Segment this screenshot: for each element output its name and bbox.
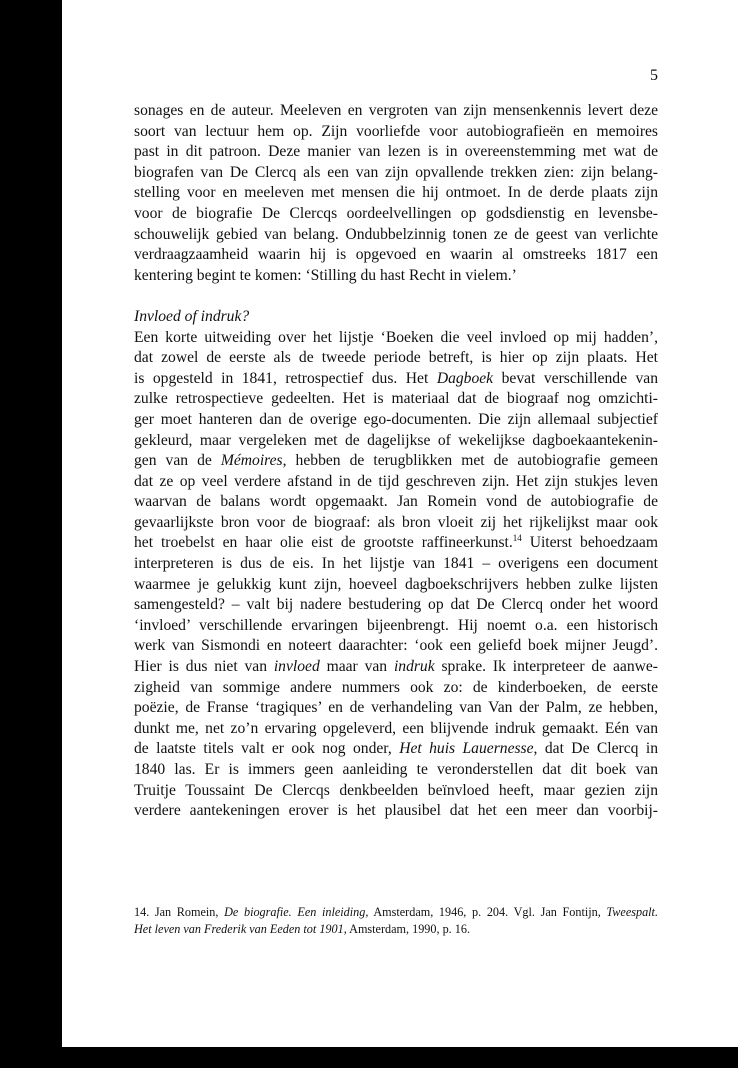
text-line: Een korte uitweiding over het lijstje ‘Boeken die veel invloed op mij hadden’,	[134, 328, 658, 346]
text-line: ger moet hanteren dan de overige ego-documenten. Die zijn allemaal subjectief	[134, 410, 658, 428]
text-line: past in dit patroon. Deze manier van lezen is in overeenstemming met wat de	[134, 143, 658, 161]
text-line: stelling voor en meeleven met mensen die hij ontmoet. In de derde plaats zijn	[134, 184, 658, 202]
footnote-line: Het leven van Frederik van Eeden tot 1901, Amsterdam, 1990, p. 16.	[134, 922, 470, 936]
text-line: waarvan de balans wordt opgemaakt. Jan Romein vond de autobiografie de	[134, 493, 658, 511]
text-line: Hier is dus niet van invloed maar van indruk sprake. Ik interpreteer de aanwe-	[134, 658, 658, 676]
footnote-ref: 14	[512, 533, 522, 544]
italic-word: indruk	[393, 658, 435, 676]
text-line: dat zowel de eerste als de tweede periode betreft, is hier op zijn plaats. Het	[134, 349, 658, 367]
text-line: zigheid van sommige andere nummers ook zo: de kinderboeken, de eerste	[134, 678, 658, 696]
body-text	[134, 101, 658, 822]
italic-word: invloed	[273, 658, 320, 676]
text-line: sonages en de auteur. Meeleven en vergroten van zijn mensenkennis levert deze	[134, 102, 658, 119]
text-line: ‘invloed’ verschillende ervaringen bijeenbrengt. Hij noemt o.a. een historisch	[134, 616, 658, 634]
text-line: gevaarlijkste bron voor de biograaf: als bron vloeit zij het rijkelijkst maar ook	[134, 513, 658, 531]
text-line: samengesteld? – valt bij nadere bestudering op dat De Clercq onder het woord	[134, 596, 658, 614]
text-line: Truitje Toussaint De Clercqs denkbeelden beïnvloed heeft, maar gezien zijn	[134, 781, 658, 799]
text-line: kentering begint te komen: ‘Stilling du hast Recht in vielem.’	[134, 266, 517, 284]
text-line: gekleurd, maar vergeleken met de dagelijkse of wekelijkse dagboekaantekenin-	[134, 431, 658, 449]
text-line: poëzie, de Franse ‘tragiques’ en de verhandeling van Van der Palm, ze hebben,	[134, 699, 658, 717]
section-heading: Invloed of indruk?	[134, 307, 250, 325]
text-line: waarmee je gelukkig kunt zijn, hoeveel dagboekschrijvers hebben zulke lijsten	[134, 575, 658, 593]
text-line: is opgesteld in 1841, retrospectief dus. Het Dagboek bevat verschillende van	[134, 369, 658, 387]
text-line: voor de biografie De Clercqs oordeelvellingen op godsdienstig en levensbe-	[134, 204, 658, 222]
text-line: biografen van De Clercq als een van zijn opvallende trekken zien: zijn belang-	[134, 163, 658, 181]
scan-bottom-border	[0, 1047, 738, 1068]
text-line: zulke retrospectieve gedeelten. Het is materiaal dat de biograaf nog omzichti-	[134, 390, 658, 408]
italic-title: De biografie. Een inleiding,	[224, 905, 369, 919]
italic-title: Tweespalt.	[606, 905, 658, 919]
footnotes	[134, 904, 658, 938]
footnote-line: 14. Jan Romein, De biografie. Een inleiding, Amsterdam, 1946, p. 204. Vgl. Jan Fontijn, Tweespalt.	[134, 905, 658, 919]
text-line: schouwelijk gebied van belang. Ondubbelzinnig tonen ze de geest van verlichte	[134, 225, 658, 243]
text-line: 1840 las. Er is immers geen aanleiding te veronderstellen dat dit boek van	[134, 761, 658, 778]
page-number: 5	[650, 67, 658, 84]
text-line: werk van Sismondi en noteert daarachter: ‘ook een geliefd boek mijner Jeugd’.	[134, 637, 658, 655]
text-line: dat ze op veel verdere afstand in de tijd geschreven zijn. Het zijn stukjes leven	[134, 472, 658, 490]
text-line: het troebelst en haar olie eist de grootste raffineerkunst.$^{14}$ Uiterst behoedzaam	[134, 533, 658, 552]
scan-left-border	[0, 0, 62, 1068]
paragraph-gap	[134, 286, 658, 307]
text-line: verdere aantekeningen erover is het plausibel dat het een meer dan voorbij-	[134, 802, 658, 820]
text-line: soort van lectuur hem op. Zijn voorliefde voor autobiografieën en memoires	[134, 122, 658, 140]
text-line: verdraagzaamheid waarin hij is opgevoed en waarin al omstreeks 1817 een	[134, 246, 658, 264]
text-line: interpreteren is dus de eis. In het lijstje van 1841 – overigens een document	[134, 555, 658, 573]
text-line: dunkt me, net zo’n ervaring opgeleverd, een blijvende indruk gemaakt. Eén van	[134, 719, 658, 737]
italic-title: Mémoires	[220, 452, 283, 470]
italic-title: Dagboek	[436, 369, 494, 387]
text-line: gen van de Mémoires, hebben de terugblikken met de autobiografie gemeen	[134, 452, 659, 470]
italic-title: Het leven van Frederik van Eeden tot 1901,	[134, 922, 347, 936]
italic-title: Het huis Lauernesse	[399, 740, 534, 758]
text-line: de laatste titels valt er ook nog onder, Het huis Lauernesse, dat De Clercq in	[134, 740, 658, 758]
